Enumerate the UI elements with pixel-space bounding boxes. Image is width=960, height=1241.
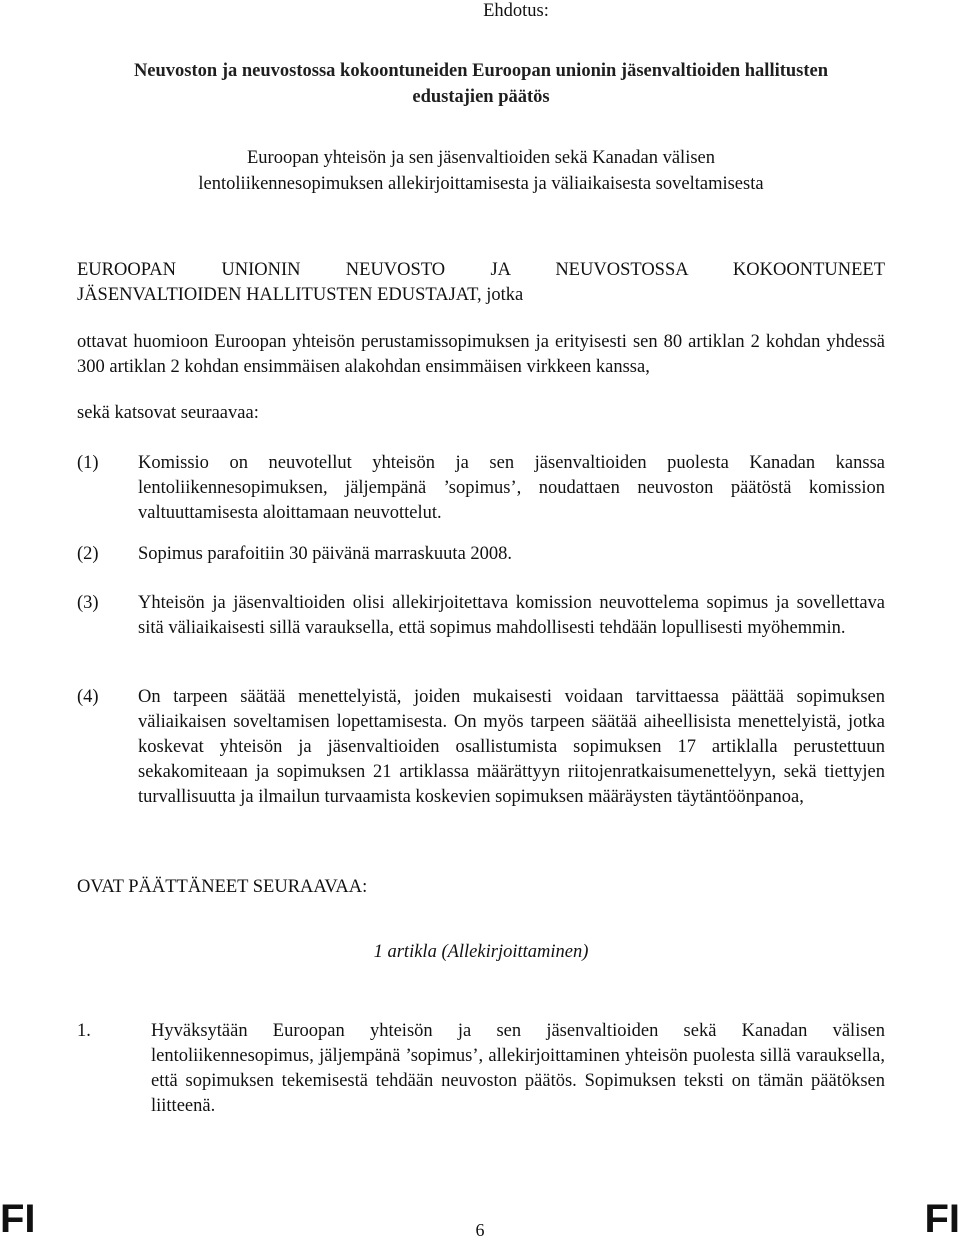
language-code-right: FI: [924, 1197, 960, 1241]
recital-number: (4): [77, 687, 99, 707]
language-code-left: FI: [0, 1197, 36, 1241]
document-title: [80, 58, 882, 110]
preamble-authors: [77, 258, 885, 308]
title-line-1: Neuvoston ja neuvostossa kokoontuneiden Euroopan unionin jäsenvaltioiden hallitusten: [133, 61, 829, 81]
article-paragraph-text: Hyväksytään Euroopan yhteisön ja sen jäsenvaltioiden sekä Kanadan välisen lentoliikennesopimus, jäljempänä ’sopimus’, allekirjoittaminen yhteisön puolesta sillä varauksella, että sopimuksen tekemisestä tehdään neuvoston päätös. Sopimuksen teksti on tämän päätöksen liitteenä.: [151, 1021, 885, 1116]
whereas-intro: sekä katsovat seuraavaa:: [77, 403, 259, 423]
decision-heading: OVAT PÄÄTTÄNEET SEURAAVAA:: [77, 877, 368, 897]
page-number: 6: [475, 1220, 485, 1240]
subtitle-line-1: Euroopan yhteisön ja sen jäsenvaltioiden sekä Kanadan välisen: [246, 148, 715, 168]
subtitle-line-2: lentoliikennesopimuksen allekirjoittamisesta ja väliaikaisesta soveltamisesta: [198, 174, 764, 194]
authors-line-1: EUROOPAN UNIONIN NEUVOSTO JA NEUVOSTOSSA KOKOONTUNEET: [77, 260, 885, 280]
recital-text: Komissio on neuvotellut yhteisön ja sen jäsenvaltioiden puolesta Kanadan kanssa lentoliikennesopimuksen, jäljempänä ’sopimus’, noudattaen neuvoston päätöstä komission valtuuttamisesta aloittamaan neuvottelut.: [138, 453, 885, 523]
recital-text: Yhteisön ja jäsenvaltioiden olisi allekirjoitettava komission neuvottelema sopimus ja sovellettava sitä väliaikaisesti sillä varauksella, että sopimus mahdollisesti tehdään lopullisesti myöhemmin.: [138, 593, 885, 638]
title-line-2: edustajien päätös: [412, 87, 550, 107]
recital-number: (2): [77, 544, 99, 564]
document-subtitle: [80, 145, 882, 197]
proposal-label: Ehdotus:: [483, 1, 549, 21]
recital-text: Sopimus parafoitiin 30 päivänä marraskuuta 2008.: [138, 544, 513, 564]
recital-number: (3): [77, 593, 99, 613]
article-paragraph-number: 1.: [77, 1021, 91, 1041]
article-heading: 1 artikla (Allekirjoittaminen): [373, 942, 589, 962]
considering-paragraph: ottavat huomioon Euroopan yhteisön perustamissopimuksen ja erityisesti sen 80 artiklan 2 kohdan yhdessä 300 artiklan 2 kohdan ensimmäisen alakohdan ensimmäisen virkkeen kanssa,: [77, 332, 885, 377]
recital-text: On tarpeen säätää menettelyistä, joiden mukaisesti voidaan tarvittaessa päättää sopimuksen väliaikaisen soveltamisen lopettamisesta. On myös tarpeen säätää aiheellisista menettelyistä, jotka koskevat yhteisön ja jäsenvaltioiden osallistumista sopimuksen 17 artiklalla perustettuun sekakomiteaan ja sopimuksen 21 artiklassa määrättyyn riitojenratkaisumenettelyyn, sekä tiettyjen turvallisuutta ja ilmailun turvaamista koskevien sopimuksen määräysten täytäntöönpanoa,: [138, 687, 885, 807]
authors-line-2: JÄSENVALTIOIDEN HALLITUSTEN EDUSTAJAT, jotka: [77, 285, 524, 305]
recital-number: (1): [77, 453, 99, 473]
